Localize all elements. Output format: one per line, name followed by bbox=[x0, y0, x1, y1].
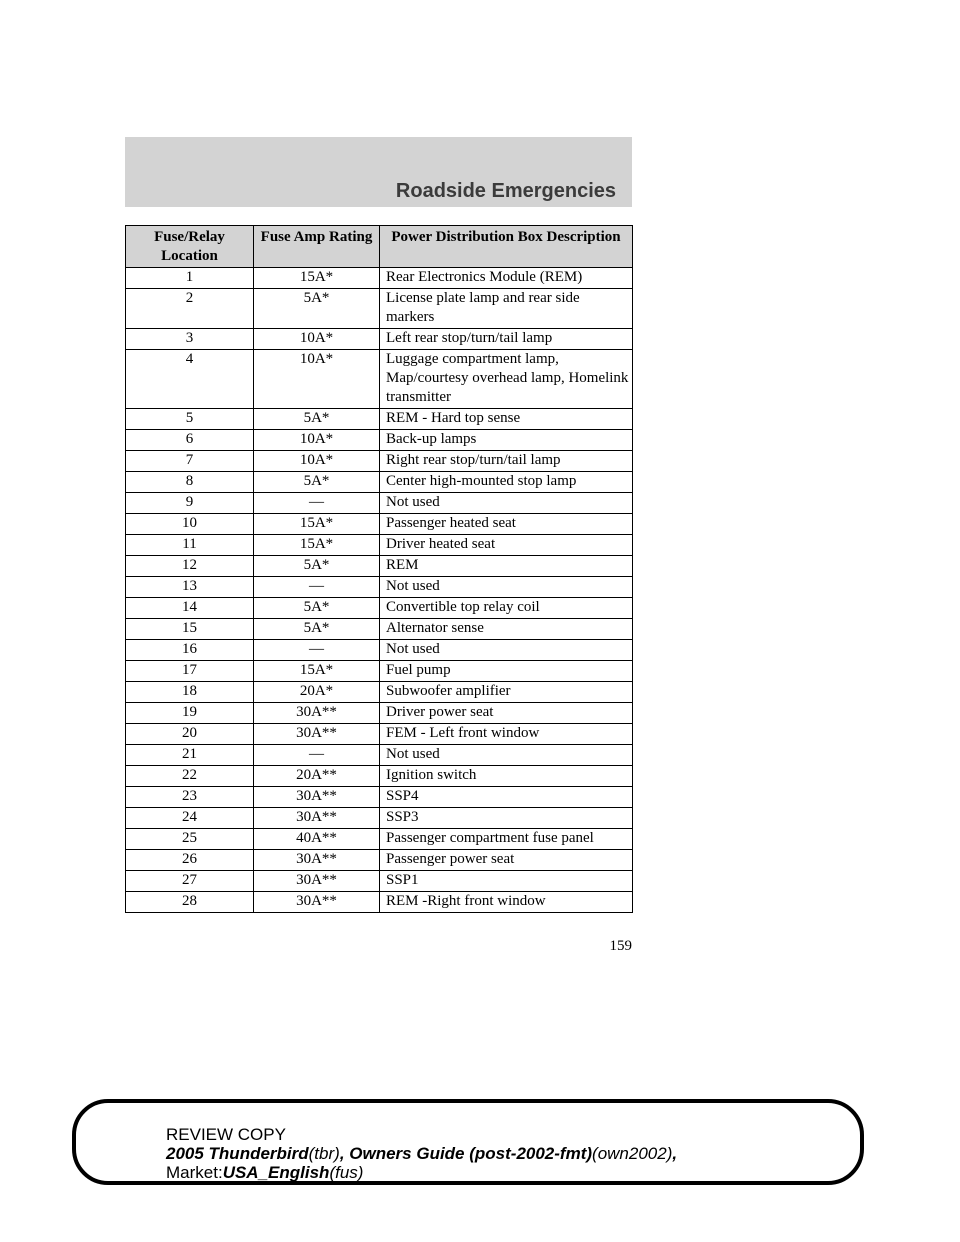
cell-location: 21 bbox=[126, 745, 254, 766]
cell-location: 3 bbox=[126, 329, 254, 350]
cell-amp-rating: 30A** bbox=[254, 724, 380, 745]
table-row bbox=[126, 871, 633, 892]
cell-location: 7 bbox=[126, 451, 254, 472]
cell-description: SSP3 bbox=[380, 808, 633, 829]
document-info-line: 2005 Thunderbird(tbr), Owners Guide (post-2002-fmt)(own2002), bbox=[166, 1144, 678, 1163]
cell-amp-rating: 5A* bbox=[254, 619, 380, 640]
cell-amp-rating: 30A** bbox=[254, 892, 380, 913]
cell-location: 23 bbox=[126, 787, 254, 808]
cell-description: Convertible top relay coil bbox=[380, 598, 633, 619]
table-row bbox=[126, 556, 633, 577]
cell-location: 20 bbox=[126, 724, 254, 745]
table-row bbox=[126, 766, 633, 787]
cell-location: 9 bbox=[126, 493, 254, 514]
cell-amp-rating: 30A** bbox=[254, 703, 380, 724]
cell-amp-rating: 20A** bbox=[254, 766, 380, 787]
cell-amp-rating: — bbox=[254, 493, 380, 514]
cell-amp-rating: 30A** bbox=[254, 787, 380, 808]
cell-amp-rating: 5A* bbox=[254, 556, 380, 577]
cell-amp-rating: 5A* bbox=[254, 598, 380, 619]
table-header-row bbox=[126, 226, 633, 268]
cell-description: License plate lamp and rear side markers bbox=[380, 289, 633, 329]
cell-amp-rating: 5A* bbox=[254, 289, 380, 329]
table-row bbox=[126, 703, 633, 724]
table-row bbox=[126, 745, 633, 766]
table-row bbox=[126, 829, 633, 850]
table-row bbox=[126, 514, 633, 535]
fuse-table bbox=[125, 225, 633, 913]
column-header-location: Fuse/Relay Location bbox=[126, 226, 254, 268]
cell-amp-rating: 5A* bbox=[254, 409, 380, 430]
table-row bbox=[126, 892, 633, 913]
cell-location: 2 bbox=[126, 289, 254, 329]
table-row bbox=[126, 724, 633, 745]
cell-description: Ignition switch bbox=[380, 766, 633, 787]
table-row bbox=[126, 598, 633, 619]
cell-location: 14 bbox=[126, 598, 254, 619]
cell-amp-rating: 10A* bbox=[254, 350, 380, 409]
cell-description: Luggage compartment lamp, Map/courtesy overhead lamp, Homelink transmitter bbox=[380, 350, 633, 409]
cell-description: Not used bbox=[380, 640, 633, 661]
review-copy-label: REVIEW COPY bbox=[166, 1125, 286, 1144]
cell-description: Right rear stop/turn/tail lamp bbox=[380, 451, 633, 472]
table-row bbox=[126, 409, 633, 430]
table-row bbox=[126, 268, 633, 289]
cell-location: 28 bbox=[126, 892, 254, 913]
cell-location: 4 bbox=[126, 350, 254, 409]
cell-description: Passenger power seat bbox=[380, 850, 633, 871]
table-row bbox=[126, 350, 633, 409]
cell-amp-rating: 40A** bbox=[254, 829, 380, 850]
cell-location: 12 bbox=[126, 556, 254, 577]
cell-location: 17 bbox=[126, 661, 254, 682]
column-header-amp-rating: Fuse Amp Rating bbox=[254, 226, 380, 268]
table-row bbox=[126, 535, 633, 556]
review-copy-text bbox=[166, 1125, 677, 1182]
cell-location: 8 bbox=[126, 472, 254, 493]
cell-description: Fuel pump bbox=[380, 661, 633, 682]
cell-amp-rating: 15A* bbox=[254, 514, 380, 535]
cell-amp-rating: — bbox=[254, 745, 380, 766]
cell-description: REM - Hard top sense bbox=[380, 409, 633, 430]
cell-description: Driver power seat bbox=[380, 703, 633, 724]
cell-location: 27 bbox=[126, 871, 254, 892]
cell-description: Back-up lamps bbox=[380, 430, 633, 451]
cell-amp-rating: 15A* bbox=[254, 661, 380, 682]
cell-description: SSP4 bbox=[380, 787, 633, 808]
table-row bbox=[126, 661, 633, 682]
cell-location: 25 bbox=[126, 829, 254, 850]
cell-amp-rating: 15A* bbox=[254, 535, 380, 556]
cell-location: 5 bbox=[126, 409, 254, 430]
cell-description: Passenger compartment fuse panel bbox=[380, 829, 633, 850]
cell-amp-rating: 10A* bbox=[254, 430, 380, 451]
cell-location: 22 bbox=[126, 766, 254, 787]
table-row bbox=[126, 808, 633, 829]
table-row bbox=[126, 619, 633, 640]
cell-amp-rating: — bbox=[254, 577, 380, 598]
table-row bbox=[126, 787, 633, 808]
cell-description: Rear Electronics Module (REM) bbox=[380, 268, 633, 289]
table-row bbox=[126, 329, 633, 350]
column-header-description: Power Distribution Box Description bbox=[380, 226, 633, 268]
cell-location: 26 bbox=[126, 850, 254, 871]
cell-location: 16 bbox=[126, 640, 254, 661]
cell-location: 6 bbox=[126, 430, 254, 451]
table-row bbox=[126, 493, 633, 514]
cell-description: Driver heated seat bbox=[380, 535, 633, 556]
page-number: 159 bbox=[609, 938, 632, 954]
cell-description: SSP1 bbox=[380, 871, 633, 892]
cell-location: 24 bbox=[126, 808, 254, 829]
cell-description: FEM - Left front window bbox=[380, 724, 633, 745]
cell-description: Not used bbox=[380, 493, 633, 514]
cell-amp-rating: 30A** bbox=[254, 808, 380, 829]
cell-amp-rating: 15A* bbox=[254, 268, 380, 289]
table-row bbox=[126, 289, 633, 329]
table-row bbox=[126, 850, 633, 871]
cell-description: REM -Right front window bbox=[380, 892, 633, 913]
cell-description: REM bbox=[380, 556, 633, 577]
cell-amp-rating: 30A** bbox=[254, 871, 380, 892]
cell-description: Center high-mounted stop lamp bbox=[380, 472, 633, 493]
cell-location: 1 bbox=[126, 268, 254, 289]
cell-location: 19 bbox=[126, 703, 254, 724]
cell-location: 13 bbox=[126, 577, 254, 598]
cell-location: 15 bbox=[126, 619, 254, 640]
cell-description: Not used bbox=[380, 577, 633, 598]
market-info-line: Market:USA_English(fus) bbox=[166, 1163, 364, 1182]
cell-location: 11 bbox=[126, 535, 254, 556]
table-row bbox=[126, 577, 633, 598]
cell-description: Not used bbox=[380, 745, 633, 766]
cell-amp-rating: 20A* bbox=[254, 682, 380, 703]
cell-description: Left rear stop/turn/tail lamp bbox=[380, 329, 633, 350]
section-header bbox=[125, 137, 632, 207]
cell-amp-rating: 10A* bbox=[254, 451, 380, 472]
table-row bbox=[126, 682, 633, 703]
cell-location: 18 bbox=[126, 682, 254, 703]
cell-description: Alternator sense bbox=[380, 619, 633, 640]
cell-amp-rating: 5A* bbox=[254, 472, 380, 493]
table-row bbox=[126, 472, 633, 493]
cell-location: 10 bbox=[126, 514, 254, 535]
section-title: Roadside Emergencies bbox=[395, 180, 616, 202]
table-row bbox=[126, 430, 633, 451]
cell-amp-rating: — bbox=[254, 640, 380, 661]
cell-description: Subwoofer amplifier bbox=[380, 682, 633, 703]
table-row bbox=[126, 451, 633, 472]
table-row bbox=[126, 640, 633, 661]
cell-amp-rating: 10A* bbox=[254, 329, 380, 350]
cell-description: Passenger heated seat bbox=[380, 514, 633, 535]
cell-amp-rating: 30A** bbox=[254, 850, 380, 871]
